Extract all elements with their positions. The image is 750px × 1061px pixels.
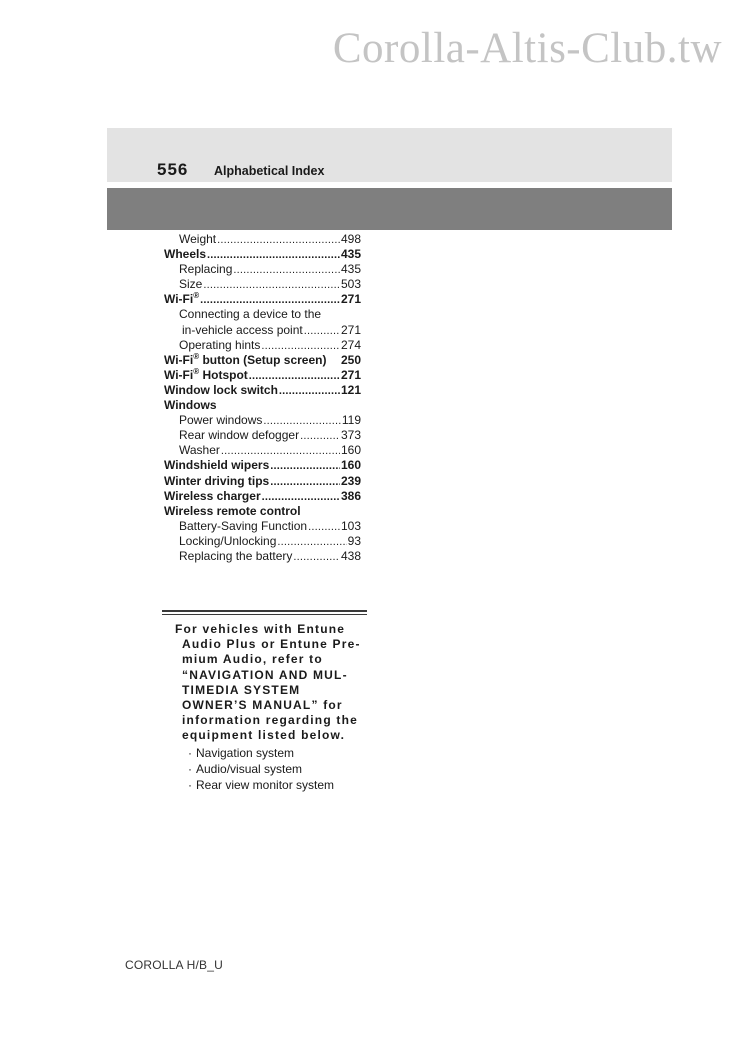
dot-leader	[263, 414, 340, 429]
equipment-item	[175, 761, 375, 777]
index-entry	[164, 277, 361, 292]
index-term	[164, 458, 269, 473]
note-divider	[162, 610, 367, 612]
dot-leader	[203, 278, 340, 293]
note-line: TIMEDIA SYSTEM	[182, 682, 301, 697]
dot-leader	[262, 490, 340, 505]
index-entry	[164, 443, 361, 458]
index-term	[164, 368, 248, 383]
dot-leader	[293, 550, 340, 565]
index-term	[182, 323, 303, 338]
index-term-suffix: Hotspot	[199, 367, 248, 382]
index-entry	[164, 474, 361, 489]
bullet-mark: ·	[188, 745, 192, 760]
dot-leader	[270, 475, 340, 490]
page-reference: 435	[340, 262, 361, 277]
dot-leader	[249, 369, 340, 384]
dot-leader	[308, 520, 340, 535]
index-term	[179, 413, 262, 428]
page-reference: 160	[340, 458, 361, 473]
dot-leader	[207, 248, 340, 263]
dot-leader	[233, 263, 340, 278]
index-term-text: Washer	[179, 443, 220, 458]
index-term	[179, 277, 202, 292]
index-term-text: Windshield wipers	[164, 458, 270, 473]
index-term-text: Wi-Fi	[164, 352, 194, 367]
index-term-text: Wheels	[164, 247, 207, 262]
index-entry	[164, 232, 361, 247]
bullet-mark: ·	[188, 761, 192, 776]
equipment-item-label: Navigation system	[196, 745, 295, 760]
index-term-text: Window lock switch	[164, 382, 278, 397]
dot-leader	[200, 293, 340, 308]
index-term-text: Replacing	[179, 262, 233, 277]
index-entry	[164, 428, 361, 443]
index-entry	[164, 368, 361, 383]
index-entry	[164, 323, 361, 338]
index-term-text: Windows	[164, 398, 217, 413]
page-reference: 239	[340, 473, 361, 488]
index-term	[164, 292, 199, 307]
index-entry	[164, 504, 361, 519]
index-entry	[164, 489, 361, 504]
index-entry	[164, 262, 361, 277]
dot-leader	[300, 429, 340, 444]
note-line: Audio Plus or Entune Pre-	[182, 637, 361, 652]
watermark: Corolla-Altis-Club.tw	[332, 25, 722, 72]
note-line: OWNER’S MANUAL” for	[182, 698, 343, 713]
index-term	[164, 398, 217, 413]
index-term-text: Battery-Saving Function	[179, 518, 308, 533]
dot-leader	[261, 339, 340, 354]
index-entry	[164, 307, 361, 322]
registered-mark: ®	[193, 351, 200, 361]
index-entry	[164, 458, 361, 473]
page-reference: 438	[340, 548, 361, 563]
index-entry	[164, 519, 361, 534]
dot-leader	[277, 535, 346, 550]
note-line: For vehicles with Entune	[175, 622, 346, 636]
note-line: equipment listed below.	[182, 728, 346, 743]
index-term	[179, 428, 299, 443]
dot-leader	[270, 459, 340, 474]
index-term-text: Weight	[179, 232, 217, 246]
page-reference: 373	[340, 428, 361, 443]
index-term-text: Wireless remote control	[164, 503, 301, 518]
alphabetical-index-list	[164, 232, 361, 564]
page-reference: 503	[340, 277, 361, 292]
page-reference: 121	[340, 382, 361, 397]
note-line: mium Audio, refer to	[182, 652, 323, 667]
page-reference: 119	[341, 413, 361, 428]
index-term-text: Rear window defogger	[179, 428, 300, 443]
index-term-text: Wi-Fi	[164, 367, 194, 382]
entune-note	[175, 622, 375, 794]
index-term	[179, 232, 216, 247]
index-term	[179, 262, 232, 277]
index-term	[179, 307, 321, 322]
index-entry	[164, 353, 361, 368]
registered-mark: ®	[193, 291, 200, 301]
index-term	[164, 353, 326, 368]
section-title: Alphabetical Index	[214, 164, 325, 178]
index-term-text: Winter driving tips	[164, 473, 270, 488]
index-term	[164, 504, 301, 519]
index-entry	[164, 413, 361, 428]
page-reference: 103	[340, 518, 361, 533]
index-term	[164, 247, 206, 262]
section-tab-bar	[107, 188, 672, 230]
equipment-list	[175, 745, 375, 794]
index-entry	[164, 534, 361, 549]
index-term	[179, 519, 307, 534]
index-term-text: Size	[179, 277, 203, 292]
index-term	[164, 383, 278, 398]
page-number: 556	[157, 160, 189, 179]
page-reference: 271	[340, 292, 361, 307]
page-reference: 93	[347, 533, 361, 548]
note-line: information regarding the	[182, 713, 359, 728]
index-term-text: Connecting a device to the	[179, 307, 322, 322]
note-divider-thin	[162, 614, 367, 615]
note-line: “NAVIGATION AND MUL-	[182, 667, 348, 682]
index-term-text: Power windows	[179, 413, 263, 428]
dot-leader	[221, 444, 340, 459]
note-text	[175, 622, 375, 744]
index-term	[179, 534, 276, 549]
index-entry	[164, 383, 361, 398]
page-reference: 435	[340, 247, 361, 262]
index-term	[179, 549, 292, 564]
index-entry	[164, 398, 361, 413]
index-term-text: Wireless charger	[164, 488, 261, 503]
index-entry	[164, 338, 361, 353]
dot-leader	[279, 384, 340, 399]
header-band	[107, 128, 672, 182]
index-term	[164, 474, 269, 489]
page-reference: 386	[340, 488, 361, 503]
equipment-item	[175, 777, 375, 793]
index-entry	[164, 292, 361, 307]
index-term-suffix: button (Setup screen)	[199, 352, 327, 367]
index-entry	[164, 247, 361, 262]
page-reference: 250	[340, 352, 361, 367]
page-reference: 271	[340, 322, 361, 337]
index-term-text: Operating hints	[179, 337, 261, 352]
equipment-item-label: Rear view monitor system	[196, 778, 335, 793]
index-entry	[164, 549, 361, 564]
registered-mark: ®	[193, 366, 200, 376]
page-reference: 274	[340, 337, 361, 352]
page-reference: 271	[340, 367, 361, 382]
equipment-item-label: Audio/visual system	[196, 761, 303, 776]
index-term-text: Wi-Fi	[164, 292, 194, 307]
index-term-text: Replacing the battery	[179, 548, 293, 563]
dot-leader	[217, 233, 340, 248]
equipment-item	[175, 745, 375, 761]
footer-model-code: COROLLA H/B_U	[125, 958, 223, 972]
index-term	[179, 443, 220, 458]
bullet-mark: ·	[188, 778, 192, 793]
index-term-text: Locking/Unlocking	[179, 533, 277, 548]
page-reference: 498	[340, 232, 361, 246]
index-term	[164, 489, 261, 504]
index-term	[179, 338, 260, 353]
page-reference: 160	[340, 443, 361, 458]
dot-leader	[304, 324, 340, 339]
index-term-text: in-vehicle access point	[182, 322, 303, 337]
